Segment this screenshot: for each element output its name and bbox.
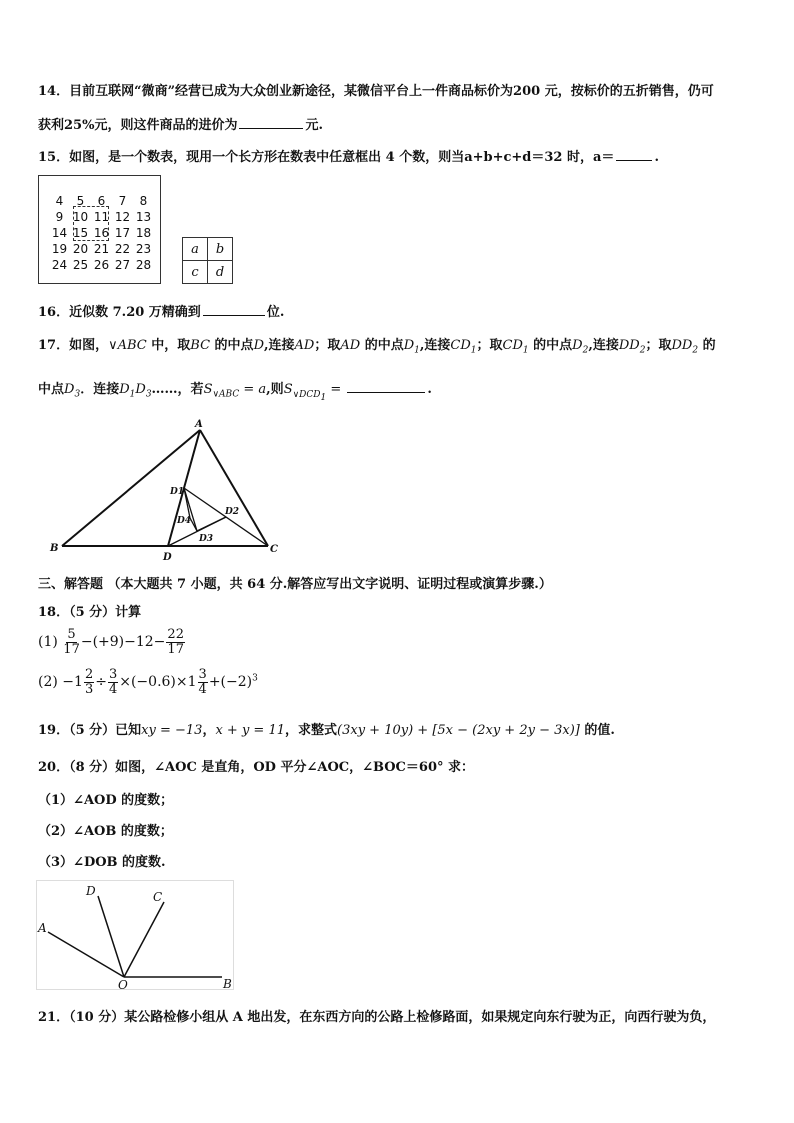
label-d: D	[163, 552, 172, 563]
q20-heading: 20．（8 分）如图，∠AOC 是直角，OD 平分∠AOC，∠BOC＝60° 求：	[38, 760, 475, 775]
number-table-cell: 26	[93, 258, 110, 272]
q17-s-abc: $S_{\vee ABC} = a$	[203, 382, 267, 400]
q17-cd1-b: $CD_1$	[502, 338, 529, 356]
q17-p1: 17．如图，	[38, 338, 109, 353]
abcd-cell-a: a	[183, 238, 208, 261]
number-table-cell: 6	[97, 194, 106, 208]
number-table-cell: 27	[114, 258, 131, 272]
q17-triangle-abc: ∨ABC	[108, 338, 147, 353]
number-table-cell: 21	[93, 242, 110, 256]
q17-p10: ,连接	[588, 338, 619, 353]
abcd-cell-c: c	[183, 261, 208, 284]
q15-text-a: 15．如图，是一个数表，现用一个长方形在数表中任意框出 4 个数，则当a+b+c+d＝32 时，a＝	[38, 150, 615, 165]
q14-line2	[38, 116, 323, 134]
q18-p2-frac2: $\frac{3}{4}$	[108, 667, 118, 697]
label-a: A	[195, 419, 203, 430]
number-table-cell: 16	[93, 226, 110, 240]
q17-l2c: ……，若	[151, 382, 204, 397]
label-d4: D4	[177, 516, 192, 526]
number-table-row	[49, 242, 154, 258]
q17-p12: 的	[698, 338, 716, 353]
number-table-cell: 25	[72, 258, 89, 272]
q18-p1-mid: −(+9)−12−	[80, 634, 166, 651]
q16-text-b: 位.	[266, 305, 285, 320]
q17-bc: BC	[190, 338, 211, 353]
q17-l2a: 中点	[38, 382, 65, 397]
q20-sub1: （1）∠AOD 的度数；	[38, 793, 174, 808]
q18-p2-frac3: $\frac{3}{4}$	[198, 667, 207, 697]
q17-d1: $D_1$	[403, 338, 420, 356]
q17-p9: 的中点	[528, 338, 573, 353]
label-b: B	[50, 543, 59, 554]
q19-expression: (3xy + 10y) + [5x − (2xy + 2y − 3x)]	[337, 723, 580, 738]
q18-p1-frac2: $\frac{22}{17}$	[167, 627, 184, 657]
q14-text-b: 元.	[305, 118, 323, 133]
number-table-cell: 18	[135, 226, 152, 240]
q18-p2-frac1: $\frac{2}{3}$	[84, 667, 94, 697]
number-table-cell: 12	[114, 210, 131, 224]
q17-l2b: ．连接	[80, 382, 120, 397]
label-d1: D1	[170, 487, 185, 497]
q17-answer-blank[interactable]	[347, 380, 425, 393]
number-table-cell: 14	[51, 226, 68, 240]
q17-cd1: $CD_1$	[450, 338, 477, 356]
section-3-heading: 三、解答题 （本大题共 7 小题，共 64 分.解答应写出文字说明、证明过程或演算步骤.）	[38, 577, 552, 592]
q17-d3: $D_3$	[64, 382, 81, 400]
number-table-cell: 28	[135, 258, 152, 272]
label-o: O	[118, 978, 128, 992]
triangle-figure	[40, 418, 300, 566]
q18-p2-label: (2)	[38, 674, 58, 691]
abcd-cell-b: b	[208, 238, 233, 261]
number-table-cell: 24	[51, 258, 68, 272]
segment-d2d3	[197, 517, 226, 531]
q15-text	[38, 148, 659, 166]
q14-line1: 14．目前互联网“微商”经营已成为大众创业新途径，某微信平台上一件商品标价为200 元，按标价的五折销售，仍可	[38, 84, 714, 99]
number-table-row	[49, 258, 154, 274]
figure-frame	[37, 881, 234, 990]
q17-end: .	[427, 382, 432, 397]
q17-p2: 中，取	[146, 338, 191, 353]
q15-answer-blank[interactable]	[616, 148, 652, 161]
number-table-cell: 15	[72, 226, 89, 240]
ray-oa	[48, 932, 124, 977]
abcd-cell-d: d	[208, 261, 233, 284]
number-table-cell: 13	[135, 210, 152, 224]
q16-text	[38, 303, 284, 321]
label-d3: D3	[199, 534, 214, 544]
number-table-cell: 22	[114, 242, 131, 256]
number-table-cell: 9	[55, 210, 64, 224]
q19-a: 19．（5 分）已知	[38, 723, 142, 738]
q17-p6: 的中点	[360, 338, 404, 353]
q17-p4: ,连接	[264, 338, 295, 353]
label-c: C	[153, 890, 163, 904]
q17-p5: ；取	[314, 338, 341, 353]
q17-p8: ；取	[476, 338, 503, 353]
q19-text: 19．（5 分）已知xy = −13，x + y = 11，求整式(3xy + 10y) + [5x − (2xy + 2y − 3x)] 的值.	[38, 723, 615, 738]
side-ac	[200, 430, 268, 546]
q17-l2d: ,则	[266, 382, 284, 397]
q17-s-dcd: $S_{\vee DCD_1}$ =	[283, 382, 346, 403]
label-c: C	[270, 544, 278, 555]
number-table-cell: 10	[72, 210, 89, 224]
number-table-cell: 19	[51, 242, 68, 256]
number-table-cell: 20	[72, 242, 89, 256]
q15-text-b: .	[654, 150, 659, 165]
label-d: D	[86, 884, 96, 898]
q17-ad: AD	[294, 338, 315, 353]
q14-answer-blank[interactable]	[239, 116, 303, 129]
q17-d1d3: $D_1D_3$	[119, 382, 152, 400]
number-table-cell: 4	[55, 194, 64, 208]
q14-text-a: 获利25%元，则这件商品的进价为	[38, 118, 238, 133]
q16-answer-blank[interactable]	[203, 303, 265, 316]
q17-p11: ；取	[645, 338, 672, 353]
q19-xpy: x + y = 11	[215, 723, 286, 738]
q18-p1-frac1: $\frac{5}{17}$	[63, 627, 80, 657]
label-b: B	[223, 977, 232, 991]
q17-dd2: $DD_2$	[618, 338, 646, 356]
number-table-cell: 7	[118, 194, 127, 208]
number-table-cell: 8	[139, 194, 148, 208]
dashed-selection-rectangle	[73, 206, 109, 241]
ray-od	[98, 896, 124, 977]
q17-d: D	[253, 338, 264, 353]
ray-oc	[124, 902, 164, 977]
number-table-cell: 23	[135, 242, 152, 256]
label-d2: D2	[225, 507, 240, 517]
q19-xy: xy = −13	[141, 723, 203, 738]
q17-d2: $D_2$	[572, 338, 589, 356]
number-table-cell: 17	[114, 226, 131, 240]
angle-figure	[36, 880, 236, 992]
q16-text-a: 16．近似数 7.20 万精确到	[38, 305, 201, 320]
abcd-box	[182, 237, 233, 284]
q17-line1	[38, 338, 716, 356]
number-table-cell: 5	[76, 194, 85, 208]
q17-ad-2: AD	[340, 338, 361, 353]
number-table-cell: 11	[93, 210, 110, 224]
q17-line2	[38, 380, 432, 403]
q18-part2: (2) −1 $\frac{2}{3}$ ÷ $\frac{3}{4}$ ×(−0.6)×1 $\frac{3}{4}$ $+(-2)^3$	[38, 667, 258, 697]
q17-p7: ,连接	[419, 338, 451, 353]
q18-heading: 18．（5 分）计算	[38, 605, 142, 620]
q20-sub3: （3）∠DOB 的度数.	[38, 855, 166, 870]
q17-dd2-b: $DD_2$	[671, 338, 699, 356]
q18-part1	[38, 628, 186, 656]
q17-p3: 的中点	[210, 338, 254, 353]
q20-sub2: （2）∠AOB 的度数；	[38, 824, 173, 839]
label-a: A	[38, 921, 47, 935]
q21-text: 21．（10 分）某公路检修小组从 A 地出发，在东西方向的公路上检修路面，如果规定向东行驶为正，向西行驶为负，	[38, 1010, 716, 1025]
q18-p1-label: (1)	[38, 634, 58, 651]
